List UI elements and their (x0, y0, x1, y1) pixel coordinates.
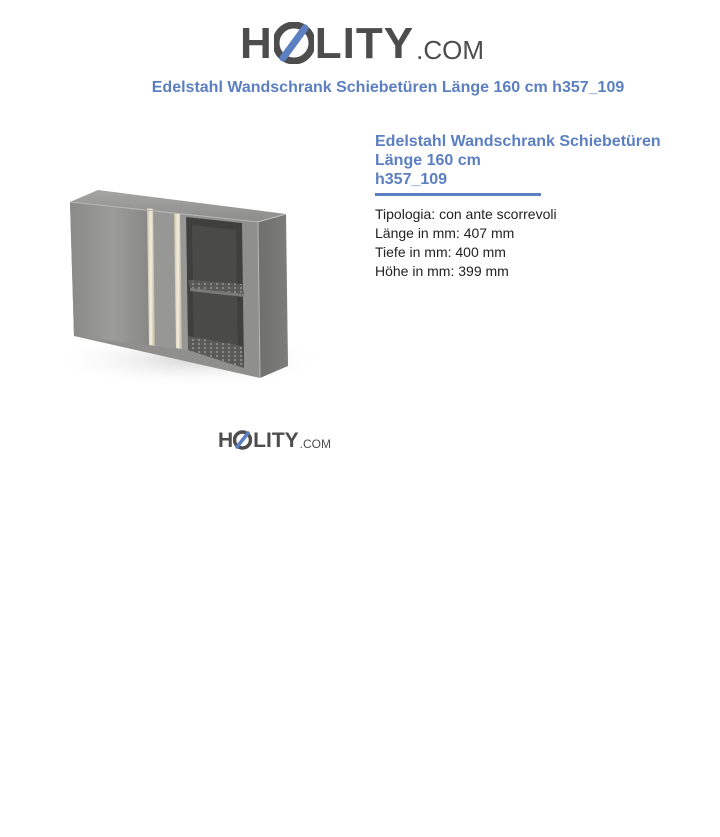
stainless-steel-wall-cabinet-image (40, 170, 330, 400)
product-name (375, 132, 695, 189)
product-code: h357_109 (375, 171, 448, 188)
spec-item: Länge in mm: 407 mm (375, 225, 515, 241)
spec-item: Höhe in mm: 399 mm (375, 263, 509, 279)
watermark-letter-h: H (218, 429, 234, 452)
product-name-line: Edelstahl Wandschrank Schiebetüren (375, 133, 661, 150)
logo-com-suffix: .COM (416, 35, 484, 65)
spec-item: Tiefe in mm: 400 mm (375, 244, 506, 260)
product-name-line: Länge 160 cm (375, 152, 481, 169)
watermark-com-suffix: .COM (299, 437, 332, 451)
heading-divider (375, 193, 541, 196)
logo-letters-lity: LITY (314, 19, 415, 68)
spec-item: Tipologia: con ante scorrevoli (375, 206, 557, 222)
watermark-o-icon (233, 430, 252, 450)
product-specs (375, 205, 695, 281)
holity-logo[interactable] (240, 14, 484, 68)
holity-watermark-logo (218, 427, 330, 451)
watermark-letters-lity: LITY (253, 429, 299, 452)
logo-letter-h: H (240, 19, 273, 68)
page-title: Edelstahl Wandschrank Schiebetüren Länge 160 cm h357_109 (151, 79, 625, 96)
logo-o-icon (274, 22, 314, 64)
logo-wordmark (240, 19, 415, 68)
watermark-wordmark (218, 430, 299, 451)
